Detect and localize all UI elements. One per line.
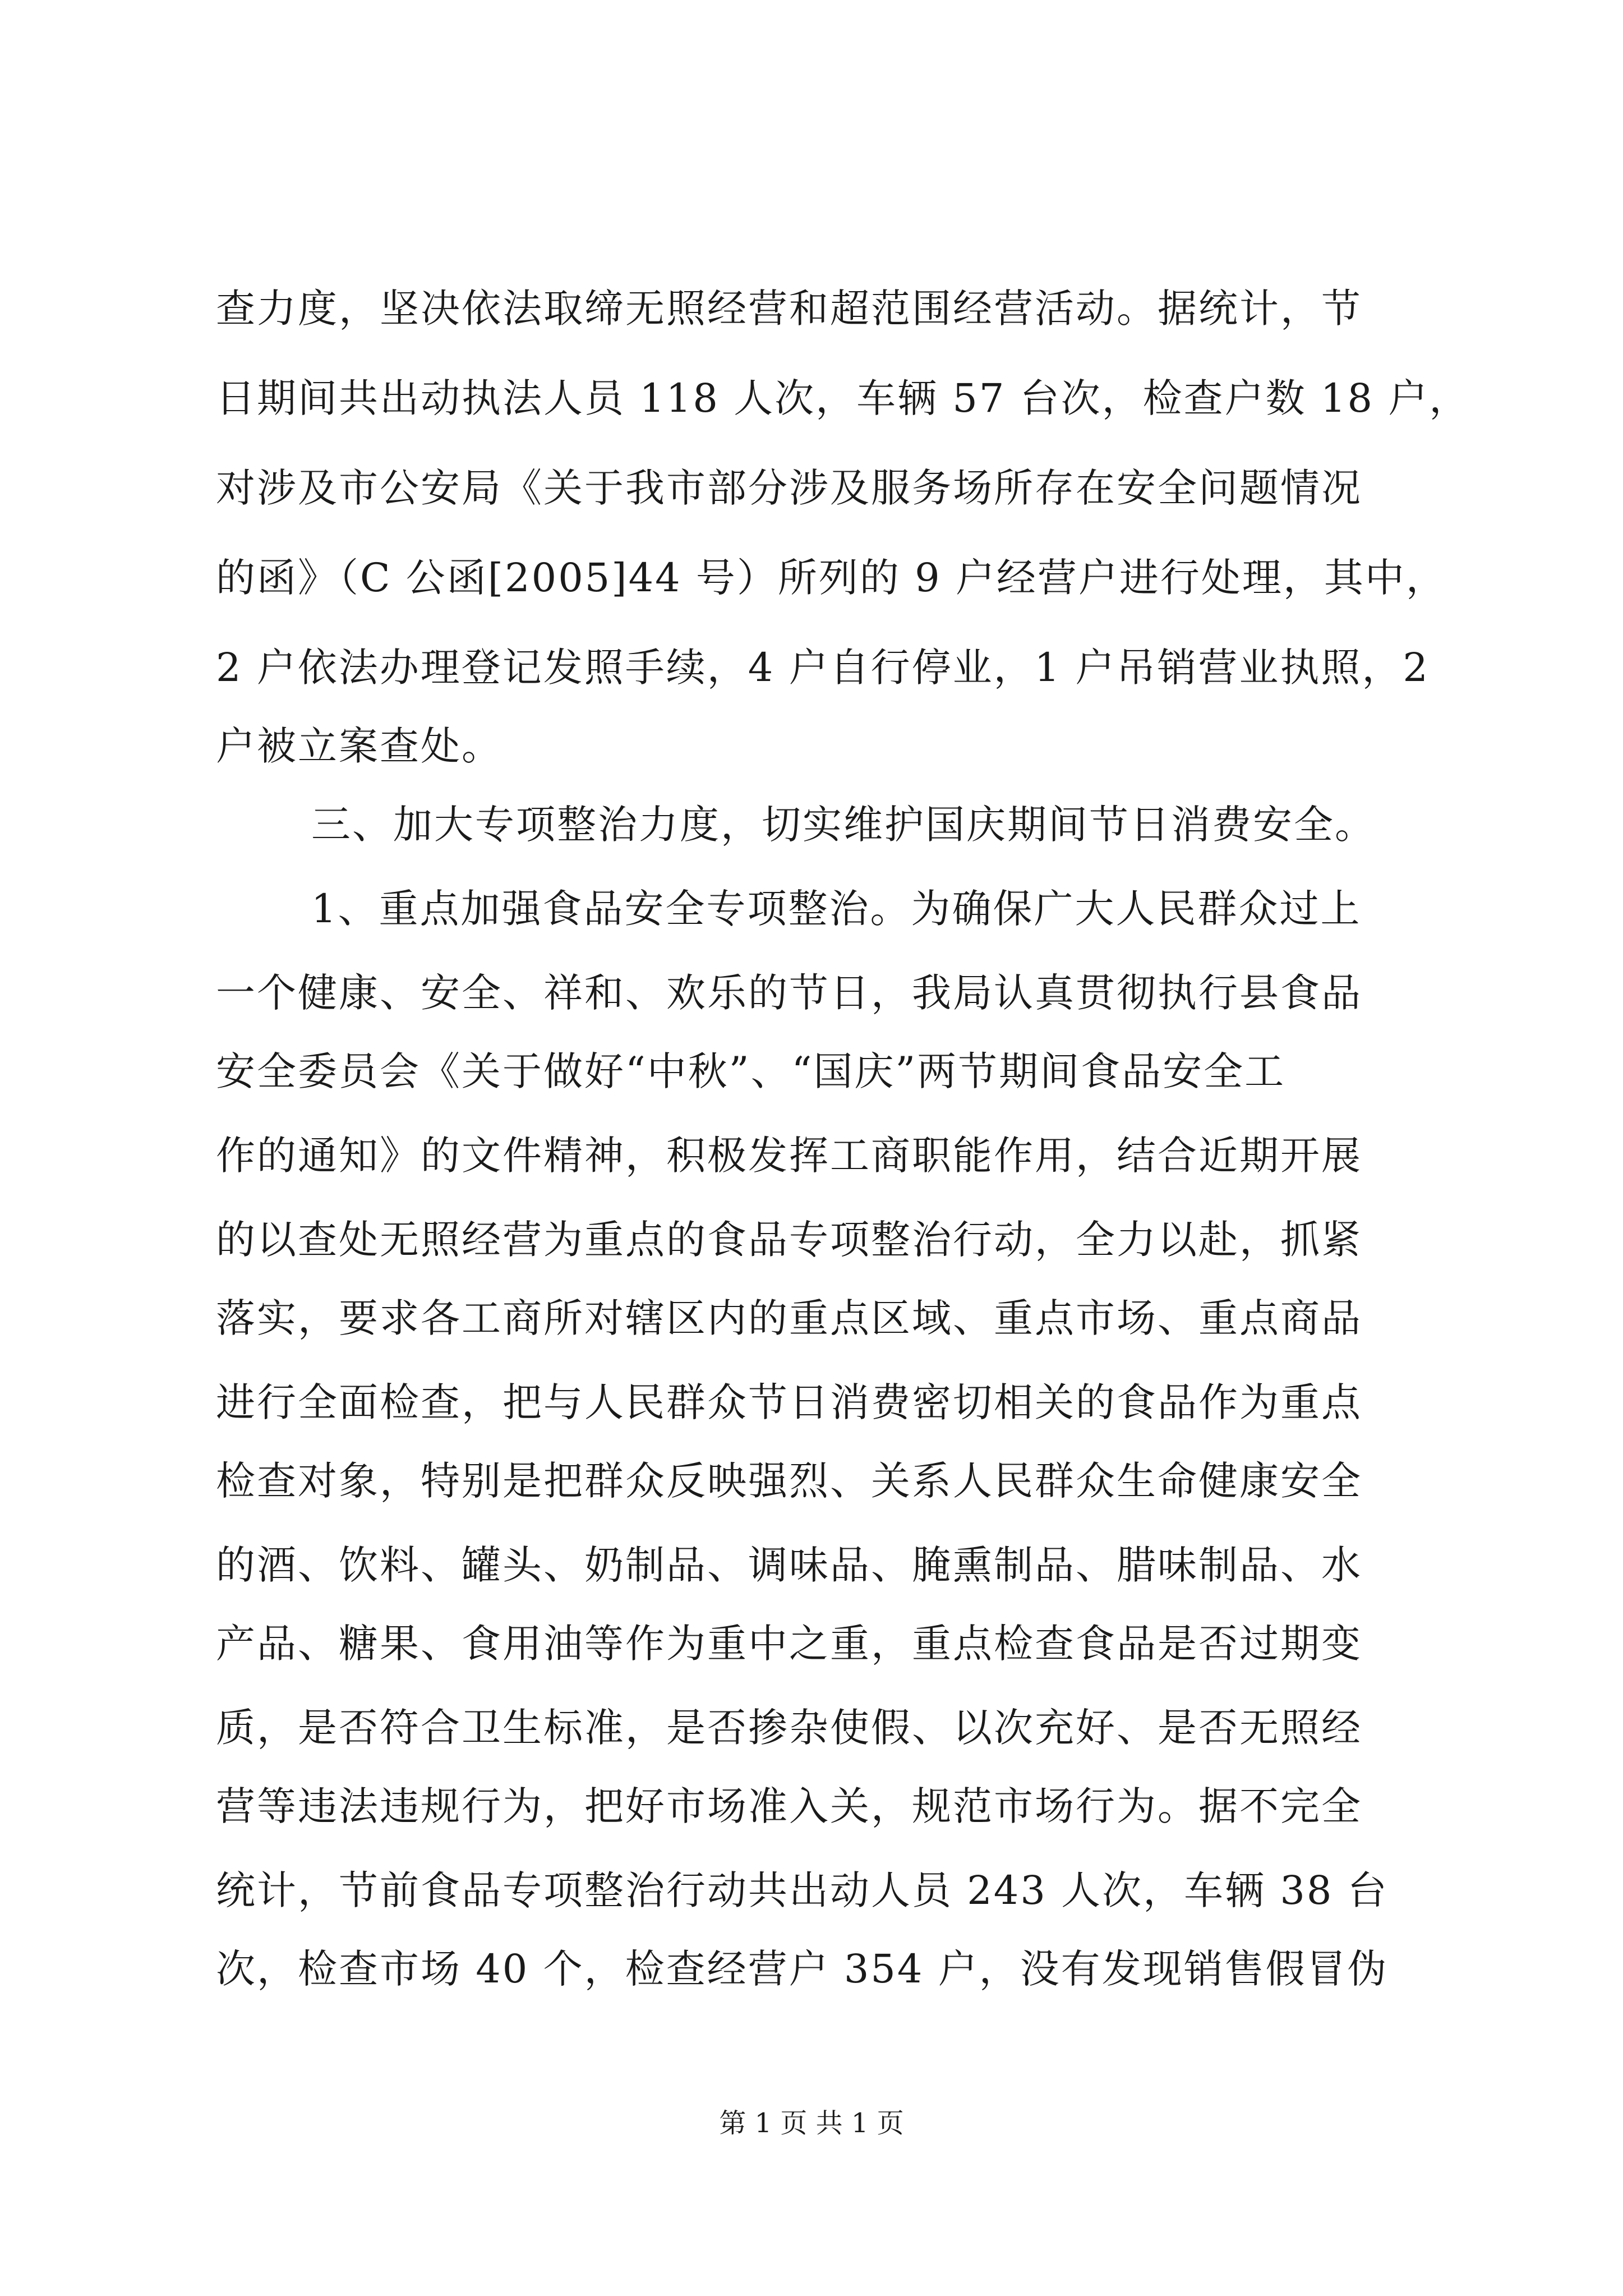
body-text-line: 一个健康、安全、祥和、欢乐的节日，我局认真贯彻执行县食品 — [216, 970, 1362, 1016]
body-text-line: 进行全面检查，把与人民群众节日消费密切相关的食品作为重点 — [216, 1379, 1362, 1425]
body-text-line: 2 户依法办理登记发照手续，4 户自行停业，1 户吊销营业执照，2 — [216, 645, 1430, 691]
body-text-line: 作的通知》的文件精神，积极发挥工商职能作用，结合近期开展 — [216, 1133, 1362, 1179]
section-heading: 三、加大专项整治力度，切实维护国庆期间节日消费安全。 — [311, 802, 1376, 848]
body-text-line: 户被立案查处。 — [216, 723, 502, 769]
page-number-footer: 第 1 页 共 1 页 — [719, 2108, 904, 2139]
body-text-line: 日期间共出动执法人员 118 人次，车辆 57 台次，检查户数 18 户， — [216, 375, 1470, 421]
body-text-line: 质，是否符合卫生标准，是否掺杂使假、以次充好、是否无照经 — [216, 1705, 1362, 1751]
body-text-line: 安全委员会《关于做好“中秋”、“国庆”两节期间食品安全工 — [216, 1048, 1286, 1094]
body-text-line: 的函》（C 公函[2005]44 号）所列的 9 户经营户进行处理，其中， — [216, 555, 1447, 601]
body-text-line: 次，检查市场 40 个，检查经营户 354 户，没有发现销售假冒伪 — [216, 1946, 1389, 1992]
body-text-line: 检查对象，特别是把群众反映强烈、关系人民群众生命健康安全 — [216, 1458, 1362, 1504]
body-text-line: 对涉及市公安局《关于我市部分涉及服务场所存在安全问题情况 — [216, 465, 1362, 511]
body-text-line: 营等违法违规行为，把好市场准入关，规范市场行为。据不完全 — [216, 1783, 1362, 1829]
body-text-line: 的以查处无照经营为重点的食品专项整治行动，全力以赴，抓紧 — [216, 1217, 1362, 1263]
body-text-line: 落实，要求各工商所对辖区内的重点区域、重点市场、重点商品 — [216, 1295, 1362, 1341]
body-text-line: 的酒、饮料、罐头、奶制品、调味品、腌熏制品、腊味制品、水 — [216, 1542, 1362, 1588]
body-text-line: 统计，节前食品专项整治行动共出动人员 243 人次，车辆 38 台 — [216, 1867, 1389, 1913]
paragraph-first-line: 1、重点加强食品安全专项整治。为确保广大人民群众过上 — [311, 886, 1362, 932]
body-text-line: 产品、糖果、食用油等作为重中之重，重点检查食品是否过期变 — [216, 1621, 1362, 1667]
body-text-line: 查力度，坚决依法取缔无照经营和超范围经营活动。据统计，节 — [216, 286, 1362, 332]
